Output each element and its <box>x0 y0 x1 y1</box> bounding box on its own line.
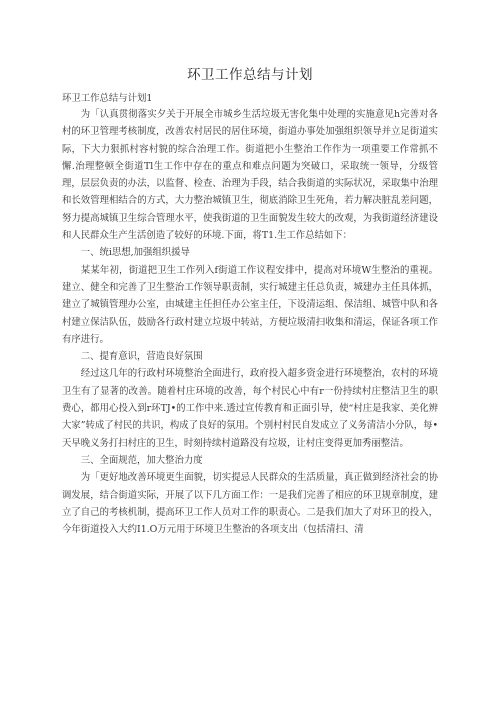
intro-paragraph: 为「认真贯彻落实夕关于开展全市城乡生活垃圾无害化集中处理的实施意见h完善对各村的环卫管理考核制度，改善农村居民的居住环境，街道办事处加强组织领导并立足街道实际，下大力狠抓村容村貌的综合治理工作。街道把小生整治工作作为一项重要工作常抓不懈.治理整顿全街道Tl生工作中存在的重点和难点问题为突破口，采取统一领导，分级管理，层层负责的办法，以监督、检查、治理为手段，结合我街道的实际状况，采取集中治理和长效管理相结合的方式，大力整治城镇卫生，彻底消除卫生死角，若力解决脏乱差问题，努力提高城镇卫生综合管理水平，使我街道的卫生面貌发生较大的改观，为我街道经济建设和人民群众生产生活创造了较好的环境.下面，将T1.生工作总结如下： <box>62 109 438 242</box>
section-paragraph-2: 经过这几年的行政村环境整治全面进行，政府投入超多资金进行环境整治，农村的环境卫生有了显著的改善。随着村庄环境的改善，每个村民心中有r一份持续村庄整洁卫生的职费心，都用心投入到r环TJ•的工作中来.透过宣传教育和正面引导，使“村庄是我家、美化辨大家”转成了村民的共识，构成了良好的氛用。个别村村民自发成立了义务清洁小分队，每•天早晚义务打扫村庄的卫生，时刻持续村道路没有垃圾，让村庄变得更加秀丽整洁。 <box>62 368 438 449</box>
section-heading-2: 二、提育意识，营造良好氛围 <box>80 351 203 363</box>
section-heading-3: 三、全面规范，加大整治力度 <box>80 454 203 466</box>
document-body <box>62 106 438 538</box>
document-title: 环卫工作总结与计划 <box>187 67 313 83</box>
section-paragraph-1: 某某年初，街道把卫生工作列入f街道工作议程安排中，提高对环境W生整治的重视。建立、健全和完善了卫生整治工作领导职责制，实行城建主任总负责，城建办主任具体抓，建立了城镇管理办公室，由城建主任担任办公室主任，下设清运组、保洁组、城管中队和各村建立保洁队伍，鼓励各行政村建立垃圾中转站，方便垃圾清扫收集和清运，保证各项工作有序进行。 <box>62 264 438 345</box>
section-heading-1: 一、统i思想,加强组织援导 <box>80 247 190 259</box>
document-subtitle: 环卫工作总结与计划1 <box>62 93 153 104</box>
section-paragraph-3: 为「更好地改善环境更生面貌，切实提忌人民群众的生活质量，真正做到经济社会的协调发展，结合街道实际，开展了以下几方面工作：一是我们完善了相应的环卫规章制度，建立了自己的考核机制，提高环卫工作人员对工作的职责心。二是我们加大了对环卫的投入，今年街道投入大约I1.O万元用于环境卫生整治的各项支出（包括清扫、清 <box>62 472 438 536</box>
